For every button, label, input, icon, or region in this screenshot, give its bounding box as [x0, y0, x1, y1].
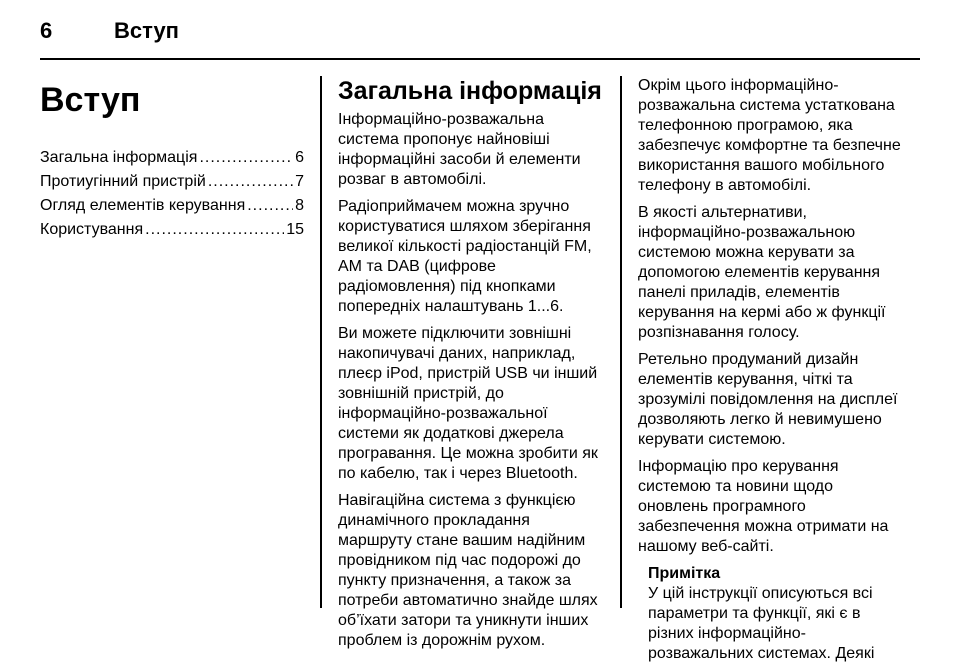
- table-of-contents: [40, 148, 304, 244]
- body-paragraph: Ретельно продуманий дизайн елементів керування, чіткі та зрозумілі повідомлення на дисплеї дозволяють легко й невимушено керувати системою.: [638, 351, 898, 448]
- note-box: [648, 564, 906, 664]
- body-paragraph: Інформаційно-розважальна система пропонує найновіші інформаційні засоби й елементи розваг в автомобілі.: [338, 111, 581, 188]
- column-body-2: [638, 76, 906, 664]
- body-paragraph: Окрім цього інформаційно-розважальна система устаткована телефонною програмою, яка забезпечує комфортне та безпечне використання вашого мобільного телефону в автомобілі.: [638, 77, 901, 194]
- column-divider-2: [620, 76, 622, 608]
- toc-entry-page: 15: [286, 221, 304, 238]
- toc-leader-dots: [208, 172, 293, 192]
- page-number: 6: [40, 18, 53, 43]
- running-title: Вступ: [114, 18, 179, 43]
- toc-entry-page: 6: [295, 149, 304, 166]
- column-toc: [40, 76, 304, 244]
- toc-entry[interactable]: [40, 196, 304, 220]
- toc-entry[interactable]: [40, 148, 304, 172]
- toc-entry-label: Користування: [40, 221, 144, 238]
- body-paragraph: Ви можете підключити зовнішні накопичувачі даних, наприклад, плеєр iPod, пристрій USB чи інший зовнішній пристрій, до інформаційно-розважальної системи як додаткові джерела програвання. Це можна зробити як по кабелю, так і через Bluetooth.: [338, 325, 598, 482]
- body-paragraph: Радіоприймачем можна зручно користуватися шляхом зберігання великої кількості радіостанцій FM, AM та DAB (цифрове радіомовлення) під кнопками попередніх налаштувань 1...6.: [338, 198, 592, 315]
- body-paragraph: Інформацію про керування системою та новини щодо оновлень програмного забезпечення можна отримати на нашому веб-сайті.: [638, 458, 889, 555]
- column-divider-1: [320, 76, 322, 608]
- body-paragraph: Навігаційна система з функцією динамічного прокладання маршруту стане вашим надійним провідником під час подорожі до пункту призначення, а також за потреби автоматично знайде шлях об’їхати затори та уникнути інших проблем із дорожнім рухом.: [338, 492, 598, 649]
- section-title: Загальна інформація: [338, 77, 602, 105]
- note-text: У цій інструкції описуються всі параметри та функції, які є в різних інформаційно-розважальних системах. Деякі: [648, 585, 875, 662]
- toc-leader-dots: [247, 196, 293, 216]
- toc-entry[interactable]: [40, 220, 304, 244]
- toc-leader-dots: [145, 220, 284, 240]
- toc-entry-label: Протиугінний пристрій: [40, 173, 206, 190]
- toc-entry-label: Загальна інформація: [40, 149, 198, 166]
- toc-entry-label: Огляд елементів керування: [40, 197, 246, 214]
- toc-entry[interactable]: [40, 172, 304, 196]
- chapter-title: Вступ: [40, 81, 141, 119]
- toc-entry-page: 7: [295, 173, 304, 190]
- toc-leader-dots: [199, 148, 293, 168]
- note-title: Примітка: [648, 565, 721, 582]
- header-rule: [40, 58, 920, 60]
- toc-entry-page: 8: [295, 197, 304, 214]
- body-paragraph: В якості альтернативи, інформаційно-розважальною системою можна керувати за допомогою елементів керування панелі приладів, елементів керування на кермі або ж функції розпізнавання голосу.: [638, 204, 886, 341]
- column-body-1: [338, 76, 604, 658]
